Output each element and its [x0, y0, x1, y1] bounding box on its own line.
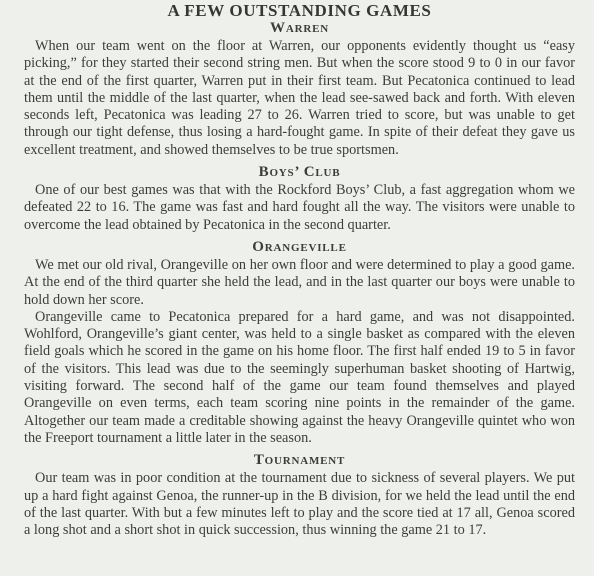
paragraph-boys-club: One of our best games was that with the Rockford Boys’ Club, a fast aggregation whom we defeated 22 to 16. The game was fast and hard fought all the way. The visitors were unable to overcome the lead obtained by Pecatonica in the second quarter.	[24, 182, 575, 233]
page-title: A FEW OUTSTANDING GAMES	[167, 1, 432, 20]
section-orangeville	[24, 238, 575, 447]
section-boys-club	[24, 163, 575, 234]
section-title-boys-club: Boys’ Club	[258, 164, 341, 181]
section-warren	[24, 19, 575, 159]
section-title-warren: Warren	[270, 20, 329, 36]
section-title-tournament: Tournament	[253, 452, 346, 469]
section-title-orangeville: Orangeville	[252, 238, 347, 255]
paragraph-orangeville-1: We met our old rival, Orangeville on her own floor and were determined to play a good game. At the end of the third quarter she held the lead, and in the last quarter our boys were unable to hold down her score.	[24, 256, 575, 308]
paragraph-tournament: Our team was in poor condition at the tournament due to sickness of several players. We put up a hard fight against Genoa, the runner-up in the B division, for we held the lead until the end of the last quarter. With but a few minutes left to play and the score tied at 17 all, Genoa scored a long shot and a short shot in quick succession, thus winning the game 21 to 17.	[24, 470, 575, 539]
section-tournament	[24, 451, 575, 539]
paragraph-warren: When our team went on the floor at Warren, our opponents evidently thought us “easy picking,” for they started their second string men. But when the score stood 9 to 0 in our favor at the end of the first quarter, Warren put in their first team. But Pecatonica continued to lead them until the middle of the last quarter, when the lead see-sawed back and forth. With eleven seconds left, Pecatonica was leading 27 to 26. Warren tried to score, but was unable to get through our tight defense, thus losing a hard-fought game. In spite of their defeat they gave us excellent treatment, and showed themselves to be true sportsmen.	[24, 38, 575, 158]
paragraph-orangeville-2: Orangeville came to Pecatonica prepared for a hard game, and was not disappointed. Wohlford, Orangeville’s giant center, was held to a single basket as compared with the eleven field goals which he scored in the game on his home floor. The first half ended 19 to 5 in favor of the visitors. This lead was due to the seemingly superhuman basket shooting of Hartwig, visiting forward. The second half of the game our team found themselves and played Orangeville on even terms, each team scoring nine points in the remainder of the game. Altogether our team made a creditable showing against the heavy Orangeville quintet who won the Freeport tournament a little later in the season.	[24, 308, 575, 446]
